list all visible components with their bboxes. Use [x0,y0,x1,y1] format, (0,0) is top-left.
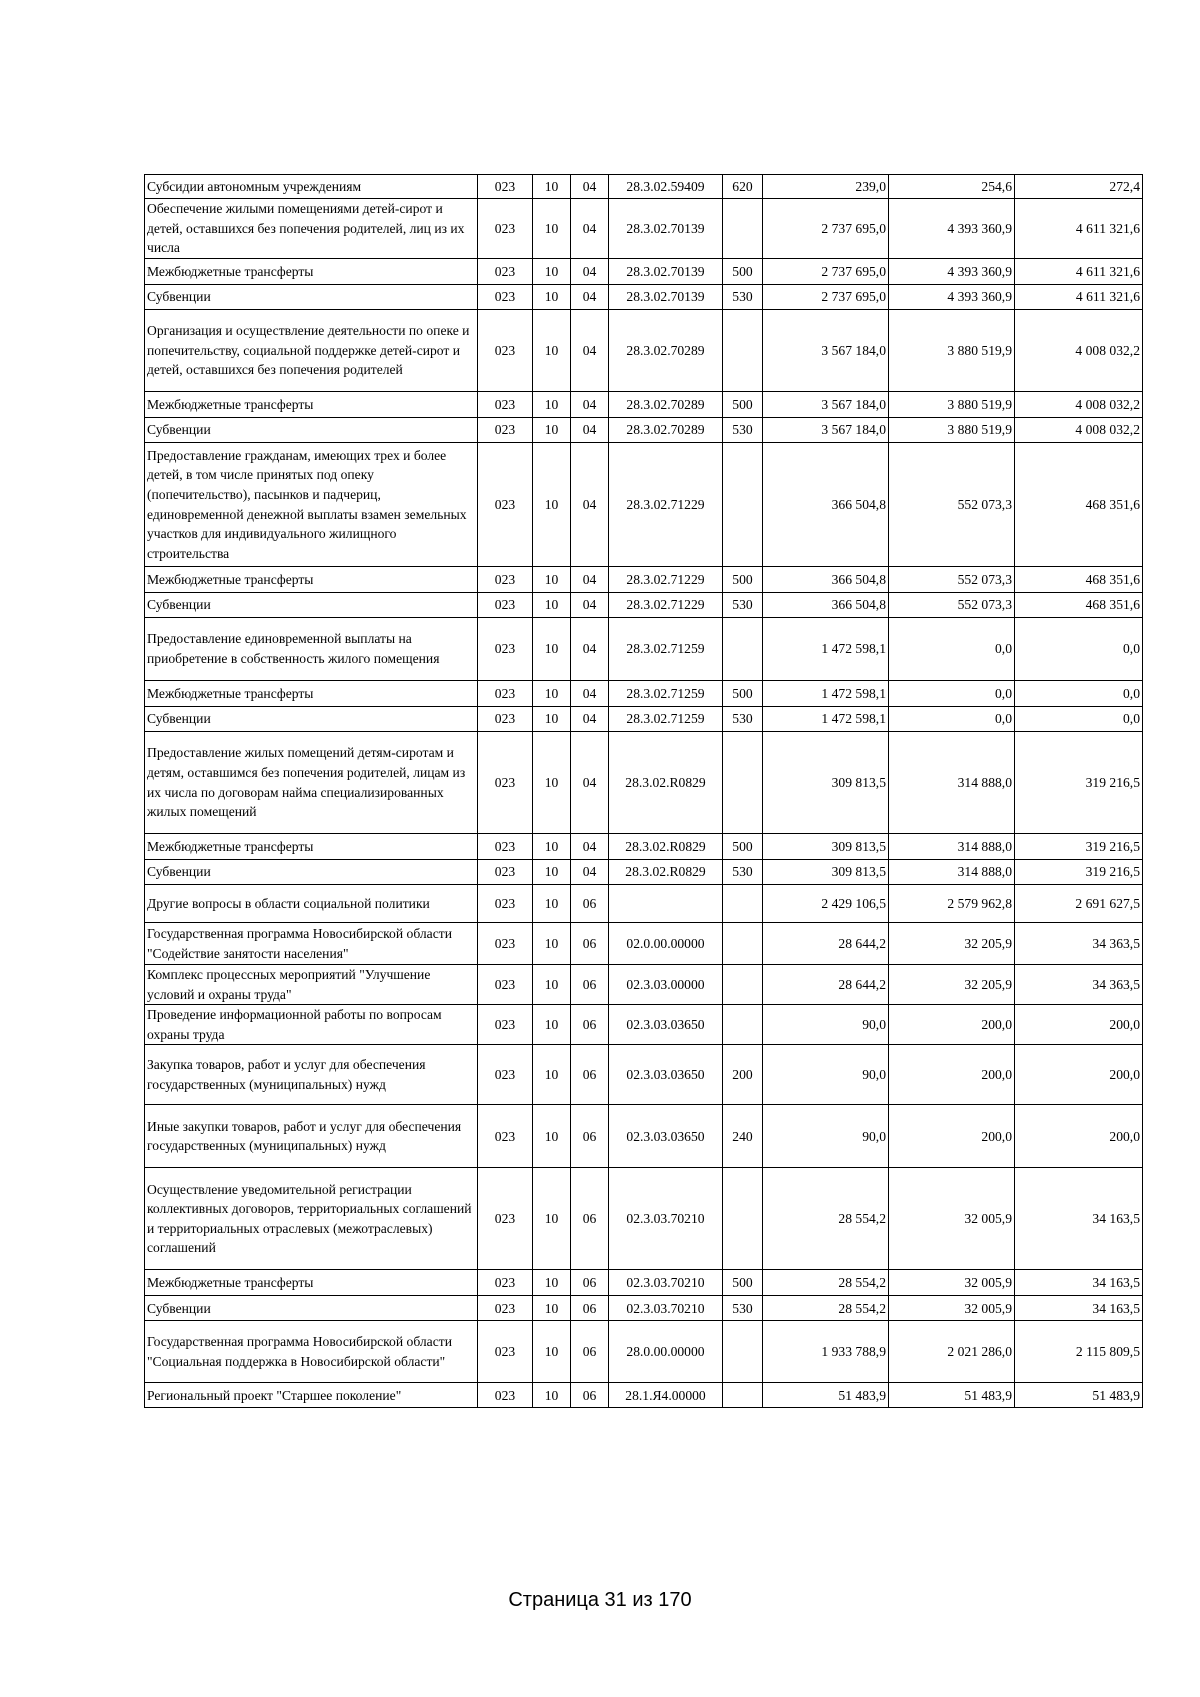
cell-rz: 10 [533,1270,571,1296]
cell-rz: 10 [533,860,571,885]
row-name: Субвенции [145,593,478,618]
cell-value-2: 254,6 [889,175,1015,199]
cell-value-3: 0,0 [1015,681,1143,707]
row-name: Комплекс процессных мероприятий "Улучшение условий и охраны труда" [145,965,478,1005]
cell-value-3: 468 351,6 [1015,567,1143,593]
cell-gr: 023 [478,885,533,923]
cell-value-1: 309 813,5 [763,860,889,885]
cell-csr: 28.3.02.R0829 [609,732,723,834]
table-row [145,418,1143,443]
cell-csr: 28.3.02.70139 [609,199,723,259]
cell-vr: 530 [723,285,763,310]
cell-csr: 02.3.03.70210 [609,1296,723,1321]
cell-gr: 023 [478,1270,533,1296]
table-row [145,681,1143,707]
cell-value-3: 4 611 321,6 [1015,259,1143,285]
cell-vr [723,199,763,259]
row-name: Субвенции [145,860,478,885]
cell-rz: 10 [533,965,571,1005]
cell-pr: 04 [571,707,609,732]
cell-value-2: 552 073,3 [889,593,1015,618]
row-name: Другие вопросы в области социальной политики [145,885,478,923]
cell-value-2: 314 888,0 [889,834,1015,860]
cell-value-2: 2 021 286,0 [889,1321,1015,1383]
cell-rz: 10 [533,923,571,965]
cell-csr: 28.3.02.70289 [609,310,723,392]
cell-pr: 04 [571,259,609,285]
cell-pr: 06 [571,1270,609,1296]
table-row [145,285,1143,310]
cell-value-3: 34 163,5 [1015,1270,1143,1296]
cell-value-3: 200,0 [1015,1005,1143,1045]
cell-rz: 10 [533,593,571,618]
cell-csr: 02.3.03.00000 [609,965,723,1005]
row-name: Субвенции [145,418,478,443]
cell-pr: 06 [571,1321,609,1383]
cell-value-2: 4 393 360,9 [889,259,1015,285]
cell-value-2: 200,0 [889,1005,1015,1045]
cell-csr: 28.3.02.71229 [609,593,723,618]
cell-value-1: 2 429 106,5 [763,885,889,923]
row-name: Обеспечение жилыми помещениями детей-сирот и детей, оставшихся без попечения родителей, лиц из их числа [145,199,478,259]
row-name: Межбюджетные трансферты [145,259,478,285]
cell-pr: 06 [571,1168,609,1270]
cell-value-2: 51 483,9 [889,1383,1015,1408]
cell-csr: 02.3.03.03650 [609,1005,723,1045]
table-row [145,707,1143,732]
cell-gr: 023 [478,732,533,834]
cell-gr: 023 [478,175,533,199]
cell-pr: 06 [571,1296,609,1321]
cell-csr: 02.3.03.03650 [609,1045,723,1105]
cell-gr: 023 [478,1296,533,1321]
cell-csr: 28.3.02.71229 [609,567,723,593]
cell-value-3: 319 216,5 [1015,834,1143,860]
cell-csr: 28.3.02.59409 [609,175,723,199]
cell-vr: 500 [723,392,763,418]
cell-vr [723,885,763,923]
cell-vr [723,923,763,965]
cell-pr: 04 [571,732,609,834]
cell-csr: 28.3.02.71259 [609,618,723,681]
cell-vr: 240 [723,1105,763,1168]
cell-gr: 023 [478,618,533,681]
cell-value-3: 4 008 032,2 [1015,418,1143,443]
cell-csr: 02.3.03.03650 [609,1105,723,1168]
cell-rz: 10 [533,1296,571,1321]
cell-value-3: 200,0 [1015,1045,1143,1105]
cell-value-1: 28 554,2 [763,1168,889,1270]
table-row [145,392,1143,418]
table-row [145,965,1143,1005]
cell-value-3: 34 163,5 [1015,1168,1143,1270]
cell-csr: 02.3.03.70210 [609,1270,723,1296]
cell-vr [723,732,763,834]
cell-pr: 06 [571,1105,609,1168]
cell-vr [723,1321,763,1383]
cell-pr: 04 [571,285,609,310]
table-row [145,443,1143,567]
row-name: Субвенции [145,1296,478,1321]
cell-value-1: 2 737 695,0 [763,285,889,310]
cell-pr: 04 [571,860,609,885]
cell-value-1: 309 813,5 [763,834,889,860]
cell-rz: 10 [533,1045,571,1105]
cell-gr: 023 [478,1383,533,1408]
cell-rz: 10 [533,567,571,593]
cell-value-2: 3 880 519,9 [889,310,1015,392]
cell-value-1: 2 737 695,0 [763,199,889,259]
row-name: Предоставление жилых помещений детям-сиротам и детям, оставшимся без попечения родителей, лицам из их числа по договорам найма специализированных жилых помещений [145,732,478,834]
cell-value-2: 3 880 519,9 [889,418,1015,443]
table-row [145,1105,1143,1168]
table-row [145,1321,1143,1383]
cell-value-2: 552 073,3 [889,567,1015,593]
cell-vr: 500 [723,681,763,707]
cell-value-2: 4 393 360,9 [889,285,1015,310]
row-name: Субвенции [145,285,478,310]
cell-value-2: 0,0 [889,618,1015,681]
cell-gr: 023 [478,593,533,618]
cell-rz: 10 [533,1005,571,1045]
cell-value-1: 51 483,9 [763,1383,889,1408]
cell-value-3: 4 611 321,6 [1015,199,1143,259]
table-row [145,1168,1143,1270]
cell-csr: 28.0.00.00000 [609,1321,723,1383]
cell-pr: 04 [571,567,609,593]
cell-value-3: 4 008 032,2 [1015,310,1143,392]
cell-rz: 10 [533,1105,571,1168]
cell-value-3: 34 363,5 [1015,923,1143,965]
cell-vr [723,1168,763,1270]
cell-value-3: 468 351,6 [1015,593,1143,618]
row-name: Межбюджетные трансферты [145,834,478,860]
cell-value-1: 3 567 184,0 [763,310,889,392]
cell-vr: 620 [723,175,763,199]
cell-vr [723,310,763,392]
cell-value-3: 200,0 [1015,1105,1143,1168]
cell-rz: 10 [533,285,571,310]
cell-gr: 023 [478,567,533,593]
cell-gr: 023 [478,923,533,965]
cell-value-3: 0,0 [1015,618,1143,681]
cell-gr: 023 [478,1168,533,1270]
cell-pr: 06 [571,1005,609,1045]
cell-value-3: 319 216,5 [1015,732,1143,834]
cell-rz: 10 [533,443,571,567]
row-name: Государственная программа Новосибирской области "Содействие занятости населения" [145,923,478,965]
cell-rz: 10 [533,175,571,199]
cell-csr: 28.3.02.R0829 [609,834,723,860]
cell-pr: 04 [571,443,609,567]
row-name: Закупка товаров, работ и услуг для обеспечения государственных (муниципальных) нужд [145,1045,478,1105]
cell-rz: 10 [533,1168,571,1270]
cell-vr: 530 [723,418,763,443]
cell-vr: 200 [723,1045,763,1105]
cell-rz: 10 [533,259,571,285]
cell-value-2: 32 205,9 [889,923,1015,965]
cell-vr: 500 [723,567,763,593]
cell-gr: 023 [478,199,533,259]
cell-csr: 28.1.Я4.00000 [609,1383,723,1408]
row-name: Предоставление гражданам, имеющих трех и более детей, в том числе принятых под опеку (попечительство), пасынков и падчериц, единовременной денежной выплаты взамен земельных участков для индивидуального жилищного строительства [145,443,478,567]
cell-vr: 500 [723,259,763,285]
cell-rz: 10 [533,681,571,707]
cell-vr [723,1383,763,1408]
table-row [145,567,1143,593]
cell-gr: 023 [478,285,533,310]
cell-vr [723,443,763,567]
cell-csr: 28.3.02.R0829 [609,860,723,885]
cell-value-1: 239,0 [763,175,889,199]
budget-table [144,174,1143,1408]
cell-gr: 023 [478,1045,533,1105]
cell-gr: 023 [478,418,533,443]
row-name: Межбюджетные трансферты [145,681,478,707]
cell-vr: 530 [723,593,763,618]
row-name: Государственная программа Новосибирской области "Социальная поддержка в Новосибирской области" [145,1321,478,1383]
cell-pr: 06 [571,1045,609,1105]
cell-csr: 28.3.02.70289 [609,418,723,443]
cell-pr: 06 [571,965,609,1005]
cell-pr: 04 [571,618,609,681]
cell-rz: 10 [533,885,571,923]
cell-rz: 10 [533,418,571,443]
cell-pr: 04 [571,418,609,443]
cell-pr: 04 [571,392,609,418]
cell-value-1: 2 737 695,0 [763,259,889,285]
cell-gr: 023 [478,860,533,885]
row-name: Региональный проект "Старшее поколение" [145,1383,478,1408]
cell-value-2: 32 005,9 [889,1270,1015,1296]
cell-vr: 500 [723,1270,763,1296]
cell-value-2: 32 005,9 [889,1296,1015,1321]
cell-value-1: 366 504,8 [763,593,889,618]
cell-gr: 023 [478,1005,533,1045]
table-row [145,175,1143,199]
table-body [145,175,1143,1408]
cell-csr: 28.3.02.71259 [609,681,723,707]
table-row [145,618,1143,681]
cell-vr: 530 [723,1296,763,1321]
cell-csr: 28.3.02.71229 [609,443,723,567]
cell-value-2: 32 005,9 [889,1168,1015,1270]
cell-vr: 500 [723,834,763,860]
table-row [145,259,1143,285]
cell-value-2: 0,0 [889,681,1015,707]
cell-value-1: 1 472 598,1 [763,707,889,732]
table-row [145,199,1143,259]
cell-pr: 06 [571,1383,609,1408]
table-row [145,1296,1143,1321]
cell-value-1: 366 504,8 [763,567,889,593]
cell-rz: 10 [533,199,571,259]
page-number: Страница 31 из 170 [508,1589,692,1611]
cell-rz: 10 [533,1321,571,1383]
cell-value-1: 90,0 [763,1045,889,1105]
cell-value-2: 3 880 519,9 [889,392,1015,418]
cell-value-1: 28 644,2 [763,923,889,965]
cell-value-2: 4 393 360,9 [889,199,1015,259]
cell-value-3: 468 351,6 [1015,443,1143,567]
table-row [145,310,1143,392]
row-name: Иные закупки товаров, работ и услуг для обеспечения государственных (муниципальных) нужд [145,1105,478,1168]
cell-value-1: 309 813,5 [763,732,889,834]
row-name: Осуществление уведомительной регистрации коллективных договоров, территориальных соглашений и территориальных отраслевых (межотраслевых) соглашений [145,1168,478,1270]
cell-vr [723,965,763,1005]
cell-rz: 10 [533,1383,571,1408]
cell-value-1: 366 504,8 [763,443,889,567]
cell-value-1: 3 567 184,0 [763,392,889,418]
cell-value-1: 28 644,2 [763,965,889,1005]
row-name: Межбюджетные трансферты [145,1270,478,1296]
row-name: Организация и осуществление деятельности по опеке и попечительству, социальной поддержке детей-сирот и детей, оставшихся без попечения родителей [145,310,478,392]
row-name: Межбюджетные трансферты [145,567,478,593]
cell-value-3: 34 363,5 [1015,965,1143,1005]
cell-csr: 28.3.02.70139 [609,285,723,310]
cell-rz: 10 [533,618,571,681]
table-row [145,834,1143,860]
row-name: Предоставление единовременной выплаты на приобретение в собственность жилого помещения [145,618,478,681]
cell-rz: 10 [533,392,571,418]
cell-value-3: 0,0 [1015,707,1143,732]
cell-value-2: 200,0 [889,1045,1015,1105]
cell-gr: 023 [478,259,533,285]
cell-value-3: 272,4 [1015,175,1143,199]
cell-pr: 06 [571,923,609,965]
cell-value-3: 34 163,5 [1015,1296,1143,1321]
cell-gr: 023 [478,681,533,707]
cell-csr: 28.3.02.71259 [609,707,723,732]
cell-value-3: 319 216,5 [1015,860,1143,885]
cell-gr: 023 [478,834,533,860]
cell-pr: 04 [571,175,609,199]
row-name: Субсидии автономным учреждениям [145,175,478,199]
row-name: Межбюджетные трансферты [145,392,478,418]
table-row [145,732,1143,834]
cell-value-2: 314 888,0 [889,732,1015,834]
cell-csr: 02.0.00.00000 [609,923,723,965]
cell-rz: 10 [533,732,571,834]
cell-gr: 023 [478,965,533,1005]
table-row [145,593,1143,618]
cell-value-3: 2 115 809,5 [1015,1321,1143,1383]
cell-gr: 023 [478,443,533,567]
cell-gr: 023 [478,392,533,418]
cell-value-2: 552 073,3 [889,443,1015,567]
cell-value-1: 28 554,2 [763,1270,889,1296]
cell-value-2: 200,0 [889,1105,1015,1168]
cell-gr: 023 [478,1321,533,1383]
table-row [145,923,1143,965]
table-row [145,1005,1143,1045]
cell-rz: 10 [533,707,571,732]
cell-value-1: 3 567 184,0 [763,418,889,443]
cell-rz: 10 [533,310,571,392]
cell-value-1: 90,0 [763,1105,889,1168]
cell-gr: 023 [478,310,533,392]
cell-csr: 02.3.03.70210 [609,1168,723,1270]
table-row [145,1045,1143,1105]
cell-pr: 04 [571,593,609,618]
cell-vr: 530 [723,707,763,732]
cell-value-2: 2 579 962,8 [889,885,1015,923]
cell-value-1: 1 933 788,9 [763,1321,889,1383]
cell-pr: 04 [571,310,609,392]
table-row [145,885,1143,923]
cell-csr [609,885,723,923]
cell-rz: 10 [533,834,571,860]
cell-value-3: 51 483,9 [1015,1383,1143,1408]
cell-vr: 530 [723,860,763,885]
cell-pr: 04 [571,681,609,707]
cell-value-2: 0,0 [889,707,1015,732]
cell-vr [723,618,763,681]
cell-value-1: 1 472 598,1 [763,618,889,681]
cell-csr: 28.3.02.70139 [609,259,723,285]
cell-value-3: 2 691 627,5 [1015,885,1143,923]
cell-value-1: 28 554,2 [763,1296,889,1321]
cell-gr: 023 [478,1105,533,1168]
cell-vr [723,1005,763,1045]
table-row [145,1383,1143,1408]
table-row [145,860,1143,885]
cell-value-1: 1 472 598,1 [763,681,889,707]
cell-csr: 28.3.02.70289 [609,392,723,418]
cell-value-1: 90,0 [763,1005,889,1045]
cell-gr: 023 [478,707,533,732]
table-row [145,1270,1143,1296]
cell-value-3: 4 008 032,2 [1015,392,1143,418]
cell-value-2: 32 205,9 [889,965,1015,1005]
row-name: Проведение информационной работы по вопросам охраны труда [145,1005,478,1045]
cell-pr: 04 [571,834,609,860]
cell-value-2: 314 888,0 [889,860,1015,885]
cell-pr: 04 [571,199,609,259]
cell-pr: 06 [571,885,609,923]
cell-value-3: 4 611 321,6 [1015,285,1143,310]
row-name: Субвенции [145,707,478,732]
